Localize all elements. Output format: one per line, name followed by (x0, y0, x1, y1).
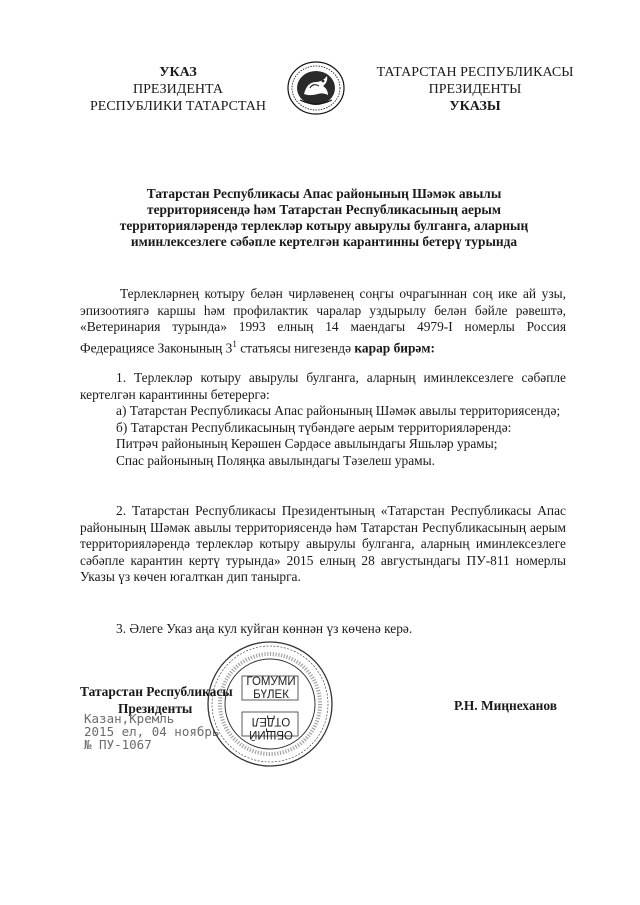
official-seal-icon (206, 640, 334, 768)
header-right-line-2: ПРЕЗИДЕНТЫ (428, 82, 522, 97)
header-left-line-1: УКАЗ (159, 65, 197, 80)
item-1-b1: Питрәч районының Керәшен Сәрдәсе авылындагы Яшьләр урамы; (116, 436, 498, 451)
header-left-line-3: РЕСПУБЛИКИ ТАТАРСТАН (89, 99, 266, 114)
title-line-3: территорияләрендә терлекләр котыру авырулы булганга, аларның (119, 218, 529, 233)
header-right (360, 64, 590, 115)
intro-sup: 1 (232, 338, 237, 349)
intro-decision: карар бирәм: (354, 339, 435, 355)
seal-center-top-2: БҮЛЕК (253, 689, 289, 701)
item-3-text: 3. Әлеге Указ аңа кул куйган көннән үз көченә керә. (116, 621, 413, 636)
item-3 (80, 621, 566, 638)
seal-center-top-1: ГОМУМИ (246, 676, 296, 688)
intro-paragraph (80, 286, 566, 356)
coat-of-arms-icon (286, 60, 346, 116)
header-left (78, 64, 278, 115)
signature-title-line-1: Татарстан Республикасы (80, 684, 233, 699)
item-2 (80, 503, 566, 586)
intro-text-a: Терлекләрнең котыру белән чирләвенең соңгы очрагыннан соң ике ай узы, эпизоотиягә каршы һәм профилактик чаралар уздырылу белән бәйле рәвештә, «Ветеринария турында» 1993 елның 14 маендагы 4979-I номерлы Россия Федерациясе Законының 3 (80, 286, 566, 355)
document-title (80, 186, 568, 250)
header-right-line-3: УКАЗЫ (449, 99, 501, 114)
item-1-a: а) Татарстан Республикасы Апас районының Шәмәк авылы территориясендә; (116, 403, 561, 418)
stamp-place: Казан,Кремль (84, 711, 175, 726)
item-1 (80, 370, 566, 469)
header-right-line-1: ТАТАРСТАН РЕСПУБЛИКАСЫ (376, 65, 574, 80)
seal-center-top (244, 676, 298, 702)
signatory-name: Р.Н. Миңнеханов (454, 698, 557, 713)
item-2-text: 2. Татарстан Республикасы Президентының «Татарстан Республикасы Апас районының Шәмәк авылы территориясендә һәм Татарстан Республикасының аерым территорияләрендә терлекләр котыру авырулы булганга, аларның иминлексезлеге сәбәпле карантин кертү турында» 2015 елның 28 августындагы ПУ-811 номерлы Указы үз көчен югалткан дип танырга. (80, 503, 566, 584)
seal-center-bottom-2: ОТДЕЛ (251, 715, 291, 727)
item-1-b2: Спас районының Поляңка авылындагы Тәзелеш урамы. (116, 452, 435, 468)
header-left-line-2: ПРЕЗИДЕНТА (133, 82, 223, 97)
title-line-4: иминлексезлеге сәбәпле кертелгән карантинны бетерү турында (130, 234, 518, 249)
seal-center-bottom (242, 714, 300, 740)
item-1-b: б) Татарстан Республикасының түбәндәге аерым территорияләрендә: (116, 419, 512, 435)
intro-text-b: статьясы нигезендә (236, 339, 355, 355)
registration-stamp (84, 712, 219, 751)
stamp-date: 2015 ел, 04 ноябрь (84, 724, 220, 739)
stamp-number: № ПУ-1067 (84, 737, 152, 752)
title-line-1: Татарстан Республикасы Апас районының Шәмәк авылы (146, 186, 502, 201)
title-line-2: территориясендә һәм Татарстан Республикасының аерым (147, 202, 501, 217)
seal-center-bottom-1: ОБЩИЙ (249, 728, 293, 740)
signature-title-line-2: Президенты (118, 701, 193, 716)
item-1-head: 1. Терлекләр котыру авырулы булганга, аларның иминлексезлеге сәбәпле кертелгән карантинны бетерергә: (80, 370, 566, 402)
